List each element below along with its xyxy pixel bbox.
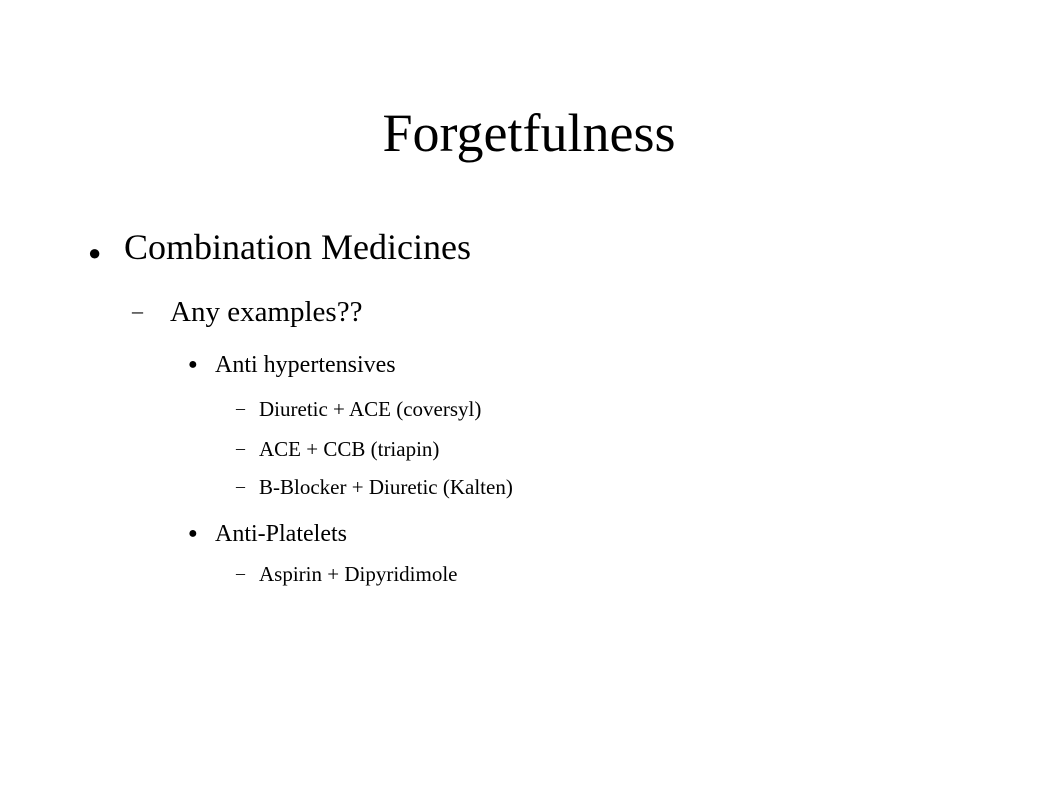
- bullet-dash-icon: –: [236, 563, 245, 583]
- bullet-text: Aspirin + Dipyridimole: [259, 562, 458, 586]
- bullet-text: Any examples??: [170, 296, 363, 328]
- bullet-dot-icon: ●: [188, 525, 198, 542]
- bullet-dash-icon: –: [132, 298, 143, 323]
- slide-title: Forgetfulness: [382, 103, 676, 163]
- bullet-text: ACE + CCB (triapin): [259, 437, 440, 461]
- bullet-dash-icon: –: [236, 398, 245, 418]
- bullet-text: B-Blocker + Diuretic (Kalten): [259, 475, 513, 499]
- bullet-text: Combination Medicines: [124, 227, 471, 267]
- bullet-dash-icon: –: [236, 438, 245, 458]
- bullet-text: Diuretic + ACE (coversyl): [259, 397, 482, 421]
- bullet-dash-icon: –: [236, 476, 245, 496]
- bullet-text: Anti-Platelets: [215, 521, 347, 547]
- bullet-dot-icon: ●: [88, 240, 102, 265]
- bullet-dot-icon: ●: [188, 356, 198, 373]
- bullet-text: Anti hypertensives: [215, 352, 396, 378]
